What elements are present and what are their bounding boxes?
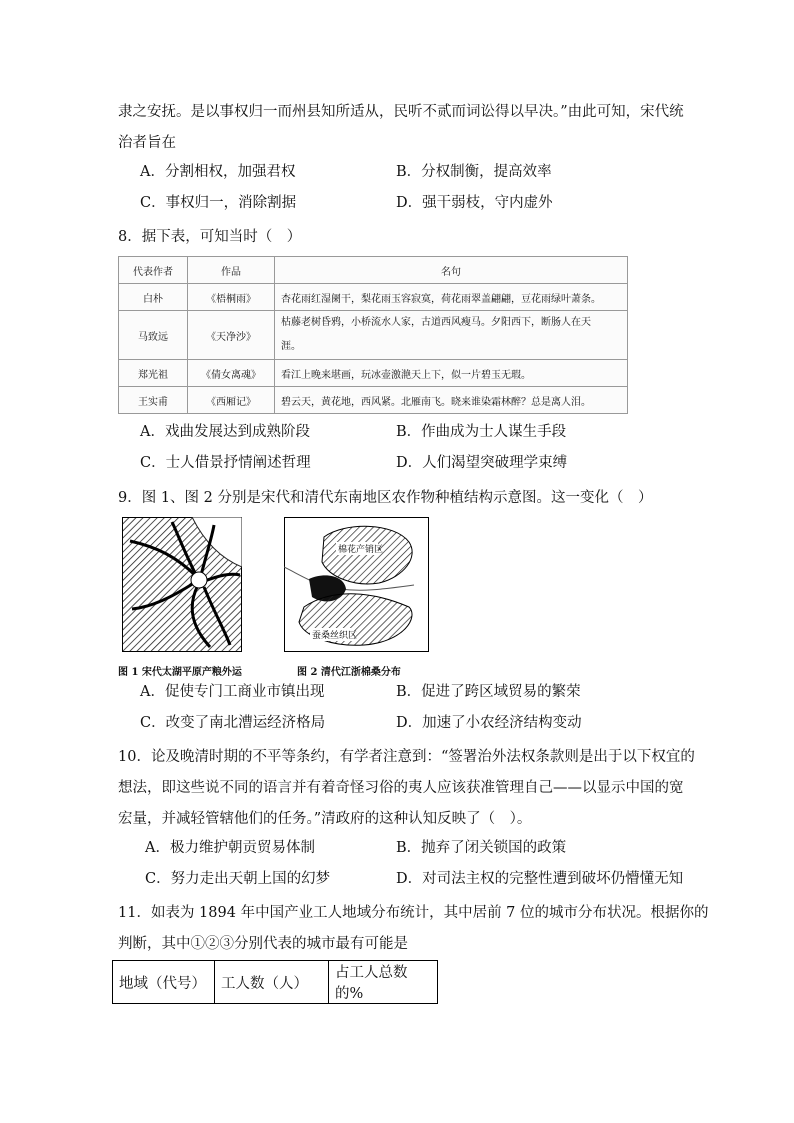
q9-option-a[interactable]: A．促使专门工商业市镇出现: [140, 684, 325, 700]
fig2-label1: 棉花产销区: [338, 545, 384, 555]
q7-option-c[interactable]: C．事权归一，消除割据: [140, 195, 297, 211]
q10-option-c[interactable]: C．努力走出天朝上国的幻梦: [145, 871, 331, 887]
table-header: 占工人总数的%: [329, 961, 438, 1004]
q7-option-a[interactable]: A．分割相权，加强君权: [140, 164, 296, 180]
table-cell: [275, 311, 628, 360]
q10-line2: 想法，即这些说不同的语言并有着奇怪习俗的夷人应该获准管理自己——以显示中国的宽: [118, 780, 684, 796]
fig2-label2: 蚕桑丝织区: [312, 631, 358, 641]
table-header: 名句: [275, 257, 628, 284]
fig1-caption: 图 1 宋代太湖平原产粮外运: [118, 667, 242, 678]
table-cell: 郑光祖: [119, 360, 188, 387]
table-cell: 白朴: [119, 284, 188, 311]
q9-option-d[interactable]: D．加速了小农经济结构变动: [396, 715, 582, 731]
table-cell-line: 枯藤老树昏鸦，小桥流水人家，古道西风瘦马。夕阳西下，断肠人在天: [281, 317, 591, 328]
q7-line2: 治者旨在: [118, 135, 176, 151]
q10-option-a[interactable]: A．极力维护朝贡贸易体制: [145, 840, 315, 856]
table-cell: 王实甫: [119, 387, 188, 414]
q11-line1: 11．如表为 1894 年中国产业工人地域分布统计，其中居前 7 位的城市分布状况。根据你的: [118, 905, 709, 921]
q8-table: [118, 256, 628, 414]
table-cell: 《梧桐雨》: [188, 284, 275, 311]
fig2-caption: 图 2 清代江浙棉桑分布: [297, 667, 401, 678]
table-cell: 杏花雨红湿阑干，梨花雨玉容寂寞，荷花雨翠盖翩翩，豆花雨绿叶萧条。: [275, 284, 628, 311]
q8-option-c[interactable]: C．士人借景抒情阐述哲理: [140, 455, 311, 471]
q10-option-d[interactable]: D．对司法主权的完整性遭到破坏仍懵懂无知: [396, 871, 684, 887]
table-cell-line: 涯。: [281, 341, 301, 352]
q8-stem: 8．据下表，可知当时（ ）: [118, 229, 302, 245]
fig2-map: [284, 517, 429, 652]
table-header: 作品: [188, 257, 275, 284]
table-cell: 《西厢记》: [188, 387, 275, 414]
table-header: 地域（代号）: [113, 961, 215, 1004]
q7-line1: 隶之安抚。是以事权归一而州县知所适从，民听不贰而词讼得以早决。”由此可知，宋代统: [118, 104, 684, 120]
table-cell: 碧云天，黄花地，西风紧。北雁南飞。晓来谁染霜林醉？总是离人泪。: [275, 387, 628, 414]
q7-option-b[interactable]: B．分权制衡，提高效率: [396, 164, 552, 180]
table-header: 工人数（人）: [215, 961, 329, 1004]
table-row: [119, 360, 628, 387]
q11-line2: 判断，其中①②③分别代表的城市最有可能是: [118, 936, 408, 952]
q8-option-a[interactable]: A．戏曲发展达到成熟阶段: [140, 424, 310, 440]
q7-option-d[interactable]: D．强干弱枝，守内虚外: [396, 195, 553, 211]
q10-option-b[interactable]: B．抛弃了闭关锁国的政策: [396, 840, 567, 856]
q10-line1: 10．论及晚清时期的不平等条约，有学者注意到：“签署治外法权条款则是出于以下权宜的: [118, 749, 695, 765]
table-header-row: [119, 257, 628, 284]
table-row: [119, 284, 628, 311]
q8-option-b[interactable]: B．作曲成为士人谋生手段: [396, 424, 567, 440]
q9-option-c[interactable]: C．改变了南北漕运经济格局: [140, 715, 326, 731]
table-cell: 看江上晚来堪画，玩冰壶激滟天上下，似一片碧玉无瑕。: [275, 360, 628, 387]
table-row: [119, 311, 628, 360]
q8-option-d[interactable]: D．人们渴望突破理学束缚: [396, 455, 568, 471]
table-row: [119, 387, 628, 414]
table-header-row: [113, 961, 438, 1004]
fig1-map: [122, 517, 242, 652]
q10-line3: 宏量，并减轻管辖他们的任务。”清政府的这种认知反映了（ ）。: [118, 811, 532, 827]
q9-stem: 9．图 1、图 2 分别是宋代和清代东南地区农作物种植结构示意图。这一变化（ ）: [118, 490, 653, 506]
q11-table: [112, 960, 438, 1004]
q9-option-b[interactable]: B．促进了跨区域贸易的繁荣: [396, 684, 581, 700]
table-cell: 《天净沙》: [188, 311, 275, 360]
table-cell: 马致远: [119, 311, 188, 360]
table-cell: 《倩女离魂》: [188, 360, 275, 387]
table-header: 代表作者: [119, 257, 188, 284]
